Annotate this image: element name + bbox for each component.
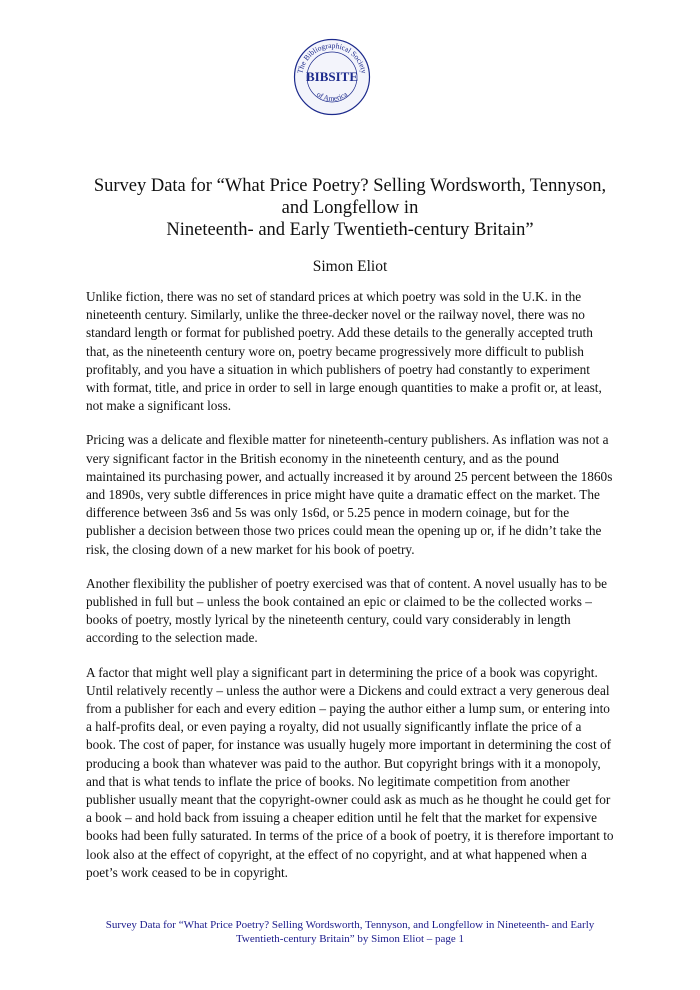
- seal-ring-top-text: The Bibliographical Society: [295, 40, 369, 75]
- footer-line: Survey Data for “What Price Poetry? Selling Wordsworth, Tennyson, and Longfellow in Nineteenth- and Early: [105, 919, 595, 931]
- paragraph: A factor that might well play a significant part in determining the price of a book was copyright. Until relatively recently – unless the author were a Dickens and could extract a very generous deal from a publisher for each and every edition – paying the author either a lump sum, or entering into a half-profits deal, or even paying a royalty, did not usually significantly inflate the price of a book. The cost of paper, for instance was usually hugely more important in determining the cost of producing a book than whatever was paid to the author. But copyright brings with it a monopoly, and that is what tends to inflate the price of books. No legitimate competition from another publisher usually meant that the copyright-owner could ask as much as he thought he could get for a book – and hold back from issuing a cheaper edition until he felt that the market for expensive books had been fully saturated. In terms of the price of a book of poetry, it is therefore important to look also at the effect of copyright, at the effect of no copyright, and at what happened when a poet’s work ceased to be in copyright.: [86, 664, 614, 880]
- title-line: and Longfellow in: [281, 198, 419, 218]
- title-line: Survey Data for “What Price Poetry? Selling Wordsworth, Tennyson,: [93, 176, 607, 196]
- paragraph: Another flexibility the publisher of poetry exercised was that of content. A novel usually has to be published in full but – unless the book contained an epic or claimed to be the collected works – books of poetry, mostly lyrical by the nineteenth century, could vary considerably in length according to the selection made.: [86, 575, 608, 646]
- seal-center-text: BIBSITE: [305, 69, 359, 84]
- seal-ring-bottom-text: of America: [315, 89, 350, 103]
- footer-line: Twentieth-century Britain” by Simon Eliot – page 1: [235, 933, 465, 945]
- paragraph: Unlike fiction, there was no set of standard prices at which poetry was sold in the U.K. in the nineteenth century. Similarly, unlike the three-decker novel or the railway novel, there was no standard length or format for published poetry. Add these details to the generally accepted truth that, as the nineteenth century wore on, poetry became progressively more difficult to publish profitably, and you have a situation in which publishers of poetry had constantly to experiment with format, title, and price in order to sell in large enough quantities to make a profit or, at least, not make a significant loss.: [86, 289, 602, 414]
- author-name: Simon Eliot: [312, 258, 388, 275]
- title-line: Nineteenth- and Early Twentieth-century Britain”: [166, 220, 534, 240]
- body-text: [86, 288, 614, 898]
- paragraph: Pricing was a delicate and flexible matter for nineteenth-century publishers. As inflation was not a very significant factor in the British economy in the nineteenth century, and as the pound maintained its purchasing power, and actually increased it by around 25 percent between the 1860s and 1890s, very subtle differences in price might have quite a dramatic effect on the market. The difference between 3s6 and 5s was only 1s6d, or 5.25 pence in modern coinage, but for the publisher a decision between those two prices could mean the opening up or, if he didn’t take the risk, the closing down of a new market for his book of poetry.: [86, 432, 613, 557]
- bibsite-seal-logo: [293, 38, 371, 116]
- document-title: [70, 175, 630, 241]
- seal-graphic: [293, 38, 371, 116]
- page-footer: [60, 918, 640, 946]
